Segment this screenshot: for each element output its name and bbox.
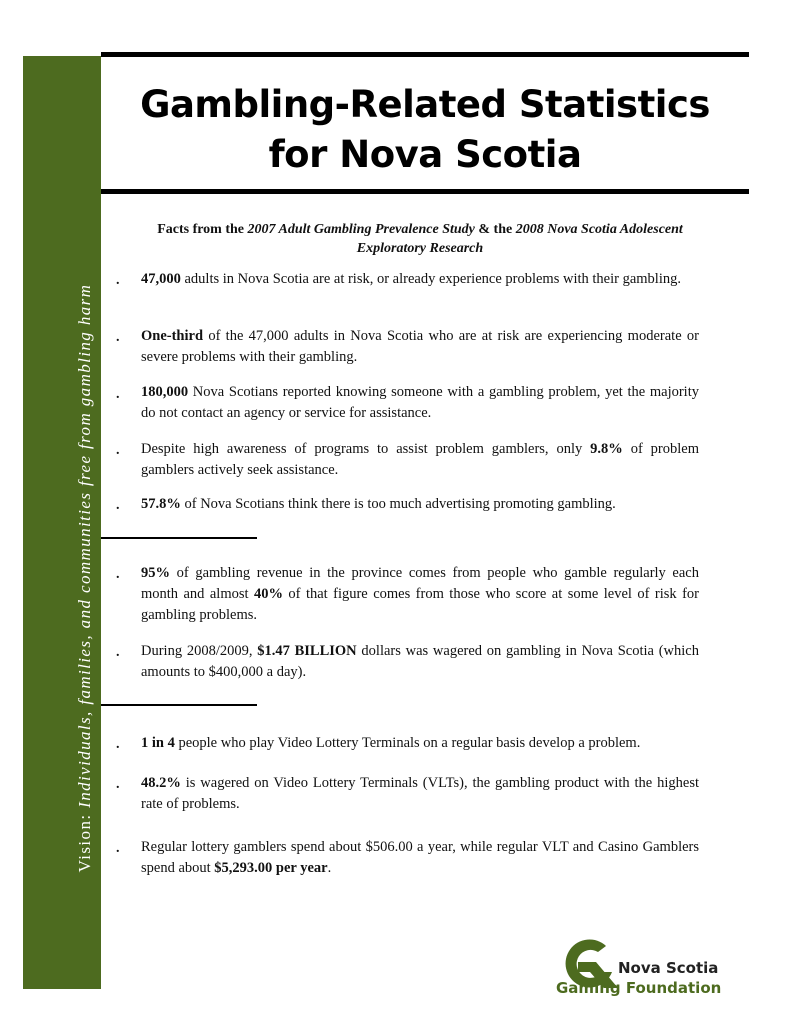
fact-text-2: of that figure comes from those who score at some level of risk for gambling problems. [141, 586, 699, 623]
fact-highlight: $1.47 BILLION [257, 643, 357, 659]
fact-highlight-2: 40% [253, 586, 283, 602]
fact-highlight: $5,293.00 per year [214, 860, 328, 876]
bullet-marker: . [116, 645, 120, 660]
fact-text: adults in Nova Scotia are at risk, or already experience problems with their gambling. [180, 271, 681, 287]
fact-item [141, 439, 699, 481]
logo-wordmark [556, 958, 722, 998]
fact-item [141, 641, 699, 683]
logo-line-2: Gaming Foundation [556, 979, 722, 997]
fact-text: . [327, 860, 332, 876]
fact-text-pre: Regular lottery gamblers spend about $506.00 a year, while regular VLT and Casino Gamblers spend about [141, 839, 699, 876]
top-rule [101, 52, 749, 57]
fact-item [141, 563, 699, 626]
bullet-marker: . [116, 737, 120, 752]
vision-text: Individuals, families, and communities free from gambling harm [75, 283, 94, 808]
bullet-marker: . [116, 777, 120, 792]
vision-sidebar [23, 56, 101, 989]
intro-study-1: 2007 Adult Gambling Prevalence Study [247, 222, 475, 237]
title-line-2: for Nova Scotia [268, 133, 582, 176]
vision-statement [73, 228, 97, 928]
fact-item [141, 382, 699, 424]
fact-text: of problem gamblers actively seek assistance. [141, 441, 699, 478]
fact-text: Nova Scotians reported knowing someone with a gambling problem, yet the majority do not contact an agency or service for assistance. [141, 384, 699, 421]
fact-item [141, 326, 699, 368]
fact-text: dollars was wagered on gambling in Nova Scotia (which amounts to $400,000 a day). [141, 643, 699, 680]
section-divider [101, 537, 257, 539]
fact-item [141, 733, 699, 754]
fact-item [141, 269, 699, 290]
fact-highlight: 180,000 [141, 384, 189, 400]
bullet-marker: . [116, 498, 120, 513]
fact-text: of Nova Scotians think there is too much advertising promoting gambling. [180, 496, 616, 512]
fact-item [141, 494, 699, 515]
page-title [101, 80, 749, 180]
fact-text: people who play Video Lottery Terminals on a regular basis develop a problem. [174, 735, 641, 751]
bullet-marker: . [116, 387, 120, 402]
intro-heading [140, 220, 700, 258]
fact-highlight: 47,000 [141, 271, 181, 287]
fact-text: of gambling revenue in the province comes from people who gamble regularly each month and almost [141, 565, 699, 602]
bullet-marker: . [116, 567, 120, 582]
title-rule [101, 189, 749, 194]
fact-highlight: 1 in 4 [141, 735, 175, 751]
fact-text: is wagered on Video Lottery Terminals (VLTs), the gambling product with the highest rate of problems. [141, 775, 699, 812]
fact-highlight: 95% [141, 565, 170, 581]
intro-prefix: Facts from the [157, 222, 248, 237]
fact-highlight: 57.8% [141, 496, 181, 512]
bullet-marker: . [116, 273, 120, 288]
fact-highlight: 9.8% [590, 441, 623, 457]
section-divider [101, 704, 257, 706]
intro-middle: & the [474, 222, 516, 237]
fact-item [141, 837, 699, 879]
bullet-marker: . [116, 443, 120, 458]
fact-highlight: 48.2% [141, 775, 181, 791]
fact-highlight: One-third [141, 328, 204, 344]
title-line-1: Gambling-Related Statistics [140, 83, 710, 126]
bullet-marker: . [116, 841, 120, 856]
intro-study-2: 2008 Nova Scotia Adolescent Exploratory Research [356, 222, 683, 256]
fact-item [141, 773, 699, 815]
fact-text-pre: Despite high awareness of programs to assist problem gamblers, only [141, 441, 591, 457]
fact-text-pre: During 2008/2009, [141, 643, 258, 659]
logo-line-1: Nova Scotia [618, 959, 719, 977]
bullet-marker: . [116, 330, 120, 345]
fact-text: of the 47,000 adults in Nova Scotia who are at risk are experiencing moderate or severe problems with their gambling. [141, 328, 699, 365]
vision-lead: Vision: [75, 807, 94, 873]
